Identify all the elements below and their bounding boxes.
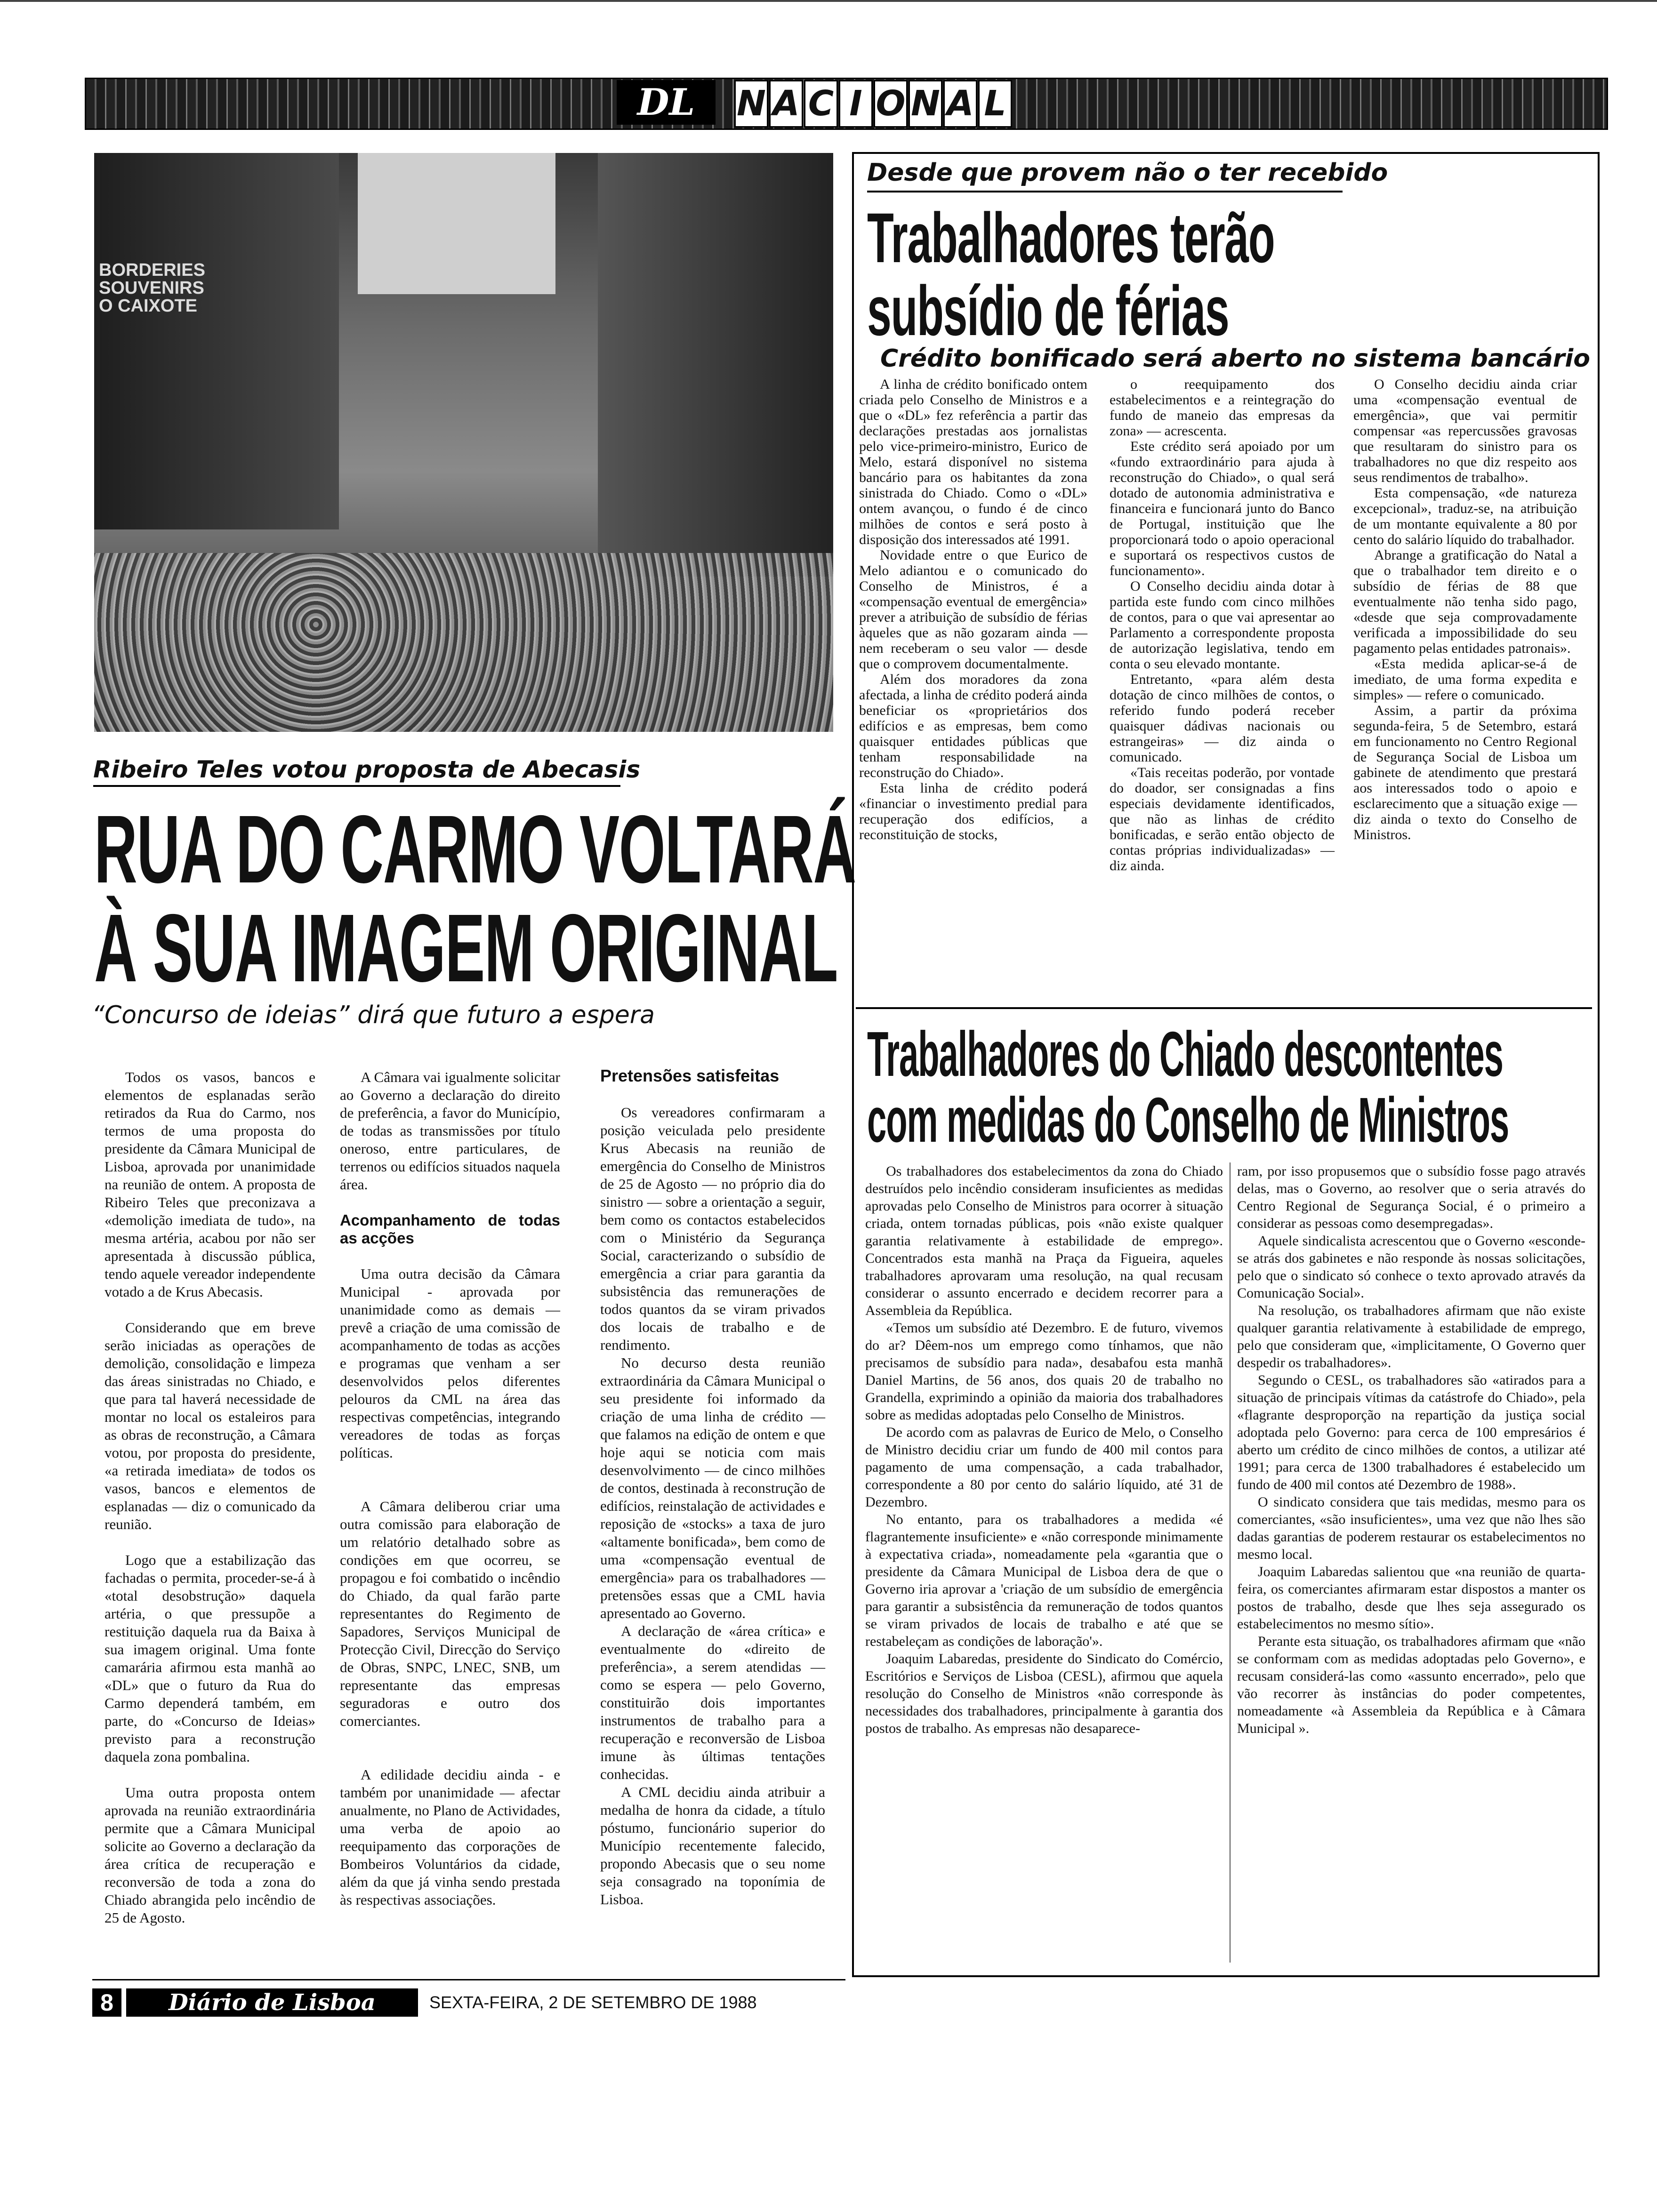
paragraph: Todos os vasos, bancos e elementos de esplanadas serão retirados da Rua do Carmo, nos termos de uma proposta do presidente da Câmara Municipal de Lisboa, aprovada por unanimidade na reunião de ontem. A proposta de Ribeiro Teles que preconizava a «demolição imediata de tudo», na mesma artéria, acabou por não ser apresentada à discussão pública, tendo aquele vereador independente votado a de Krus Abecasis. bbox=[105, 1069, 315, 1300]
left-kicker: Ribeiro Teles votou proposta de Abecasis bbox=[93, 756, 641, 783]
paragraph: No entanto, para os trabalhadores a medida «é flagrantemente insuficiente» e «não corresponde minimamente à expectativa criada», nomeadamente pela «garantia que o presidente da Câmara Municipal de Lisboa dera de que o Governo iria aprovar a 'criação de um subsídio de emergência para garantir a subsistência da remuneração de todos quantos se viram privados de locais de trabalho e até que se restabeleçam as condições de laboração'». bbox=[865, 1512, 1223, 1649]
right2-headline-line1: Trabalhadores do Chiado descontentes bbox=[867, 1018, 1503, 1090]
section-letter: I bbox=[839, 80, 873, 128]
newspaper-name: Diário de Lisboa bbox=[126, 1988, 418, 2017]
shop-sign: BORDERIES SOUVENIRS O CAIXOTE bbox=[99, 260, 205, 316]
paragraph: Os trabalhadores dos estabelecimentos da zona do Chiado destruídos pelo incêndio consideram insuficientes as medidas aprovadas pelo Conselho de Ministros para ocorrer à situação criada, ontem tornadas públicas, pois «não existe qualquer garantia relativamente à estabilidade de emprego». Concentrados esta manhã na Praça da Figueira, aqueles trabalhadores aprovaram uma resolução, na qual recusam considerar o assunto encerrado e decidem recorrer para a Assembleia da República. bbox=[865, 1163, 1223, 1318]
paragraph: Esta compensação, «de natureza excepcional», traduz-se, na atribuição de um montante equivalente a 80 por cento do salário líquido do trabalhador. bbox=[1353, 485, 1577, 547]
paragraph: Joaquim Labaredas salientou que «na reunião de quarta-feira, os comerciantes afirmaram estar dispostos a manter os postos de trabalho, desde que lhes seja assegurado os estabelecimentos no mesmo sítio». bbox=[1237, 1564, 1585, 1632]
top-rule bbox=[0, 0, 1657, 2]
right-kicker: Desde que provem não o ter recebido bbox=[867, 159, 1388, 187]
right2-column-2 bbox=[1237, 1162, 1585, 1737]
right2-headline-line2: com medidas do Conselho de Ministros bbox=[867, 1084, 1509, 1155]
section-letter: C bbox=[804, 80, 838, 128]
subheading: Pretensões satisfeitas bbox=[600, 1066, 780, 1085]
right-column-3 bbox=[1353, 377, 1577, 842]
right-headline-line1: Trabalhadores terão bbox=[867, 198, 1275, 277]
street-photo bbox=[94, 153, 833, 732]
right-headline-line2: subsídio de férias bbox=[867, 271, 1229, 350]
right2-column-1 bbox=[865, 1162, 1223, 1737]
section-letter: O bbox=[874, 80, 908, 128]
section-letter: A bbox=[943, 80, 977, 128]
kicker-rule bbox=[93, 785, 620, 787]
paragraph: Assim, a partir da próxima segunda-feira, 5 de Setembro, estará em funcionamento no Centro Regional de Segurança Social de Lisboa um gabinete de atendimento que prestará aos interessados todo o apoio e esclarecimento que a situação exige — diz ainda o texto do Conselho de Ministros. bbox=[1353, 703, 1577, 842]
section-letter: N bbox=[734, 80, 768, 128]
paragraph: O Conselho decidiu ainda criar uma «compensação eventual de emergência», que vai permitir compensar «as repercussões gravosas que resultaram do sinistro para os trabalhadores no que diz respeito aos seus rendimentos de trabalho». bbox=[1353, 377, 1577, 485]
paragraph: Na resolução, os trabalhadores afirmam que não existe qualquer garantia relativamente à estabilidade de emprego, pelo que consideram que, «implicitamente, O Governo quer despedir os trabalhadores». bbox=[1237, 1303, 1585, 1370]
paragraph: Abrange a gratificação do Natal a que o trabalhador tem direito e o subsídio de férias de 88 que eventualmente não tenha sido pago, «desde que seja comprovadamente verificada a impossibilidade do seu pagamento pelas entidades patronais». bbox=[1353, 547, 1577, 656]
paragraph: Esta linha de crédito poderá «financiar o investimento predial para recuperação dos edifícios, a reconstituição de stocks, bbox=[859, 780, 1087, 842]
paragraph: Este crédito será apoiado por um «fundo extraordinário para ajuda à reconstrução do Chiado», o qual será dotado de autonomia administrativa e financeira e funcionará junto do Banco de Portugal, instituição que lhe proporcionará todo o apoio operacional e suportará os respectivos custos de funcionamento». bbox=[1110, 439, 1335, 578]
right-deck: Crédito bonificado será aberto no sistema bancário bbox=[880, 345, 1590, 373]
paragraph: A linha de crédito bonificado ontem criada pelo Conselho de Ministros e a que o «DL» fez referência a partir das declarações prestadas aos jornalistas pelo vice-primeiro-ministro, Eurico de Melo, estará disponível no sistema bancário para os habitantes da zona sinistrada do Chiado. Como o «DL» ontem avançou, o fundo é de cinco milhões de contos e será posto à disposição dos interessados até 1991. bbox=[859, 377, 1087, 547]
paragraph: O sindicato considera que tais medidas, mesmo para os comerciantes, «são insuficientes», uma vez que não lhes são dadas garantias de poderem restaurar os estabelecimentos no mesmo local. bbox=[1237, 1494, 1585, 1562]
paragraph: A declaração de «área crítica» e eventualmente do «direito de preferência», a serem atendidas — como se espera — pelo Governo, constituirão dois importantes instrumentos de trabalho para a recuperação e reconversão de Lisboa imune às últimas tentações conhecidas. bbox=[600, 1623, 825, 1782]
paragraph: O Conselho decidiu ainda dotar à partida este fundo com cinco milhões de contos, para o que vai apresentar ao Parlamento a correspondente proposta de autorização legislativa, tendo em conta o seu elevado montante. bbox=[1110, 578, 1335, 672]
issue-date: SEXTA-FEIRA, 2 DE SETEMBRO DE 1988 bbox=[429, 1993, 757, 2012]
section-letter: N bbox=[909, 80, 942, 128]
paragraph: «Temos um subsídio até Dezembro. E de futuro, vivemos do ar? Dêem-nos um emprego como tínhamos, que não precisamos de subsídio para nada», desabafou esta manhã Daniel Martins, de 56 anos, dos quais 20 de trabalho no Grandella, exprimindo a opinião da maioria dos trabalhadores sobre as medidas adoptadas pelo Conselho de Ministros. bbox=[865, 1320, 1223, 1423]
column-rule bbox=[1230, 1162, 1231, 1963]
paragraph: «Tais receitas poderão, por vontade do doador, ser consignadas a fins especiais devidamente identificados, que não as linhas de crédito bonificadas, e serão então objecto de contas próprias individualizadas» — diz ainda. bbox=[1110, 765, 1335, 874]
paragraph: No decurso desta reunião extraordinária da Câmara Municipal o seu presidente foi informado da criação de uma linha de crédito — que falamos na edição de ontem e que hoje aqui se noticia com mais desenvolvimento — de cinco milhões de contos, destinada à reconstrução de edifícios, reinstalação de actividades e reposição de «stocks» a taxa de juro «altamente bonificada», bem como de uma «compensação eventual de emergência» para os trabalhadores — pretensões essas que a CML havia apresentado ao Governo. bbox=[600, 1354, 825, 1621]
right-column-1 bbox=[859, 377, 1087, 842]
left-headline-line2: À SUA IMAGEM ORIGINAL bbox=[94, 894, 838, 1002]
footer-rule bbox=[92, 1979, 845, 1980]
paragraph: Os vereadores confirmaram a posição veiculada pelo presidente Krus Abecasis na reunião de emergência do Conselho de Ministros de 25 de Agosto — no próprio dia do sinistro — sobre a orientação a seguir, bem como os contactos estabelecidos com o Ministério da Segurança Social, caracterizando o subsídio de emergência a criar para garantia da subsistência das remunerações de todos quantos da se viram privados dos locais de trabalho e de rendimento. bbox=[600, 1104, 825, 1353]
kicker-rule bbox=[867, 191, 1343, 192]
paragraph: Joaquim Labaredas, presidente do Sindicato do Comércio, Escritórios e Serviços de Lisboa (CESL), afirmou que aquela resolução do Conselho de Ministros «não corresponde às necessidades dos trabalhadores, principalmente à garantia dos postos de trabalho. As empresas não desaparece- bbox=[865, 1651, 1223, 1736]
right-column-2 bbox=[1110, 377, 1335, 874]
paragraph: Aquele sindicalista acrescentou que o Governo «esconde-se atrás dos gabinetes e não responde às nossas solicitações, pelo que o sindicato só conhece o texto aprovado através da Comunicação Social». bbox=[1237, 1233, 1585, 1301]
left-column-2 bbox=[340, 1068, 560, 1909]
section-letter: L bbox=[978, 80, 1012, 128]
left-headline-line1: RUA DO CARMO VOLTARÁ bbox=[94, 795, 856, 903]
paragraph: A Câmara vai igualmente solicitar ao Governo a declaração do direito de preferência, a favor do Município, de todas as transmissões por título oneroso, entre particulares, de terrenos ou edifícios situados naquela área. bbox=[340, 1069, 560, 1193]
left-column-1 bbox=[105, 1068, 315, 1927]
paragraph: A CML decidiu ainda atribuir a medalha de honra da cidade, a título póstumo, funcionário superior do Município recentemente falecido, propondo Abecasis que o seu nome seja consagrado na toponímia de Lisboa. bbox=[600, 1784, 825, 1907]
paragraph: Novidade entre o que Eurico de Melo adiantou e o comunicado do Conselho de Ministros, é a «compensação eventual de emergência» prever a atribuição de subsídio de férias àqueles que as não gozaram ainda — nem receberam o seu valor — desde que o comprovem documentalmente. bbox=[859, 547, 1087, 672]
paragraph: Uma outra decisão da Câmara Municipal - aprovada por unanimidade como as demais — prevê a criação de uma comissão de acompanhamento de todas as acções e programas que venham a ser desenvolvidos pelos diferentes pelouros da CML na área das respectivas competências, integrando vereadores de todas as forças políticas. bbox=[340, 1266, 560, 1461]
newspaper-logo: DL bbox=[617, 80, 716, 125]
paragraph: Considerando que em breve serão iniciadas as operações de demolição, consolidação e limpeza das áreas sinistradas no Chiado, e que para tal haverá necessidade de montar no local os estaleiros para as obras de reconstrução, a Câmara votou, por proposta do presidente, «a retirada imediata» de todos os vasos, bancos e elementos de esplanadas — diz o comunicado da reunião. bbox=[105, 1319, 315, 1532]
paragraph: De acordo com as palavras de Eurico de Melo, o Conselho de Ministro decidiu criar um fundo de 400 mil contos para pagamento de uma compensação, a cada trabalhador, correspondente a 80 por cento do salário líquido, até 31 de Dezembro. bbox=[865, 1425, 1223, 1510]
page-number: 8 bbox=[92, 1988, 121, 2017]
paragraph: o reequipamento dos estabelecimentos e a reintegração do fundo de maneio das empresas da zona» — acrescenta. bbox=[1110, 377, 1335, 439]
article-divider bbox=[856, 1007, 1592, 1009]
paragraph: «Esta medida aplicar-se-á de imediato, de uma forma expedita e simples» — refere o comunicado. bbox=[1353, 656, 1577, 703]
paragraph: Logo que a estabilização das fachadas o permita, proceder-se-á à «total desobstrução» daquela artéria, o que pressupõe a restituição daquela rua da Baixa à sua imagem original. Uma fonte camarária afirmou esta manhã ao «DL» que o futuro da Rua do Carmo dependerá também, em parte, do «Concurso de Ideias» previsto para a reconstrução daquela zona pombalina. bbox=[105, 1552, 315, 1765]
paragraph: Uma outra proposta ontem aprovada na reunião extraordinária permite que a Câmara Municipal solicite ao Governo a declaração da área crítica de recuperação e reconversão de toda a zona do Chiado abrangida pelo incêndio de 25 de Agosto. bbox=[105, 1784, 315, 1926]
paragraph: A edilidade decidiu ainda - e também por unanimidade — afectar anualmente, no Plano de Actividades, uma verba de apoio ao reequipamento das corporações de Bombeiros Voluntários da cidade, além da que já vinha sendo prestada às respectivas associações. bbox=[340, 1766, 560, 1908]
subheading: Acompanhamento de todas as acções bbox=[340, 1211, 560, 1247]
paragraph: Entretanto, «para além desta dotação de cinco milhões de contos, o referido fundo poderá receber quaisquer dádivas nacionais ou estrangeiras» — diz ainda o comunicado. bbox=[1110, 672, 1335, 765]
left-deck: “Concurso de ideias” dirá que futuro a espera bbox=[92, 1001, 655, 1029]
paragraph: A Câmara deliberou criar uma outra comissão para elaboração de um relatório detalhado sobre as condições em que ocorreu, se propagou e foi combatido o incêndio do Chiado, da qual farão parte representantes do Regimento de Sapadores, Serviços Municipal de Protecção Civil, Direcção do Serviço de Obras, SNPC, LNEC, SNB, um representante das empresas seguradoras e outro dos comerciantes. bbox=[340, 1498, 560, 1729]
left-column-3 bbox=[600, 1066, 825, 1908]
paragraph: Segundo o CESL, os trabalhadores são «atirados para a situação de principais vítimas da catástrofe do Chiado», pela «flagrante desproporção na repartição da justiça social adoptada pelo Governo: para cerca de 100 empresários é aberto um crédito de cinco milhões de contos, a utilizar até 1991; para cerca de 1300 trabalhadores é estabelecido um fundo de 400 mil contos até Dezembro de 1988». bbox=[1237, 1372, 1585, 1492]
section-letter: A bbox=[769, 80, 803, 128]
paragraph: Além dos moradores da zona afectada, a linha de crédito poderá ainda beneficiar os «proprietários dos edifícios e as empresas, bem como quaisquer entidades públicas que tenham responsabilidade na reconstrução do Chiado». bbox=[859, 672, 1087, 780]
paragraph: Perante esta situação, os trabalhadores afirmam que «não se conformam com as medidas adoptadas pelo Governo», e recusam considerá-las como «assunto encerrado», pelo que vão recorrer às instâncias do poder competentes, nomeadamente «à Assembleia da República e à Câmara Municipal ». bbox=[1237, 1634, 1585, 1736]
paragraph: ram, por isso propusemos que o subsídio fosse pago através delas, mas o Governo, ao resolver que o seria através do Centro Regional de Segurança Social, é o primeiro a considerar as pessoas como desempregadas». bbox=[1237, 1163, 1585, 1231]
